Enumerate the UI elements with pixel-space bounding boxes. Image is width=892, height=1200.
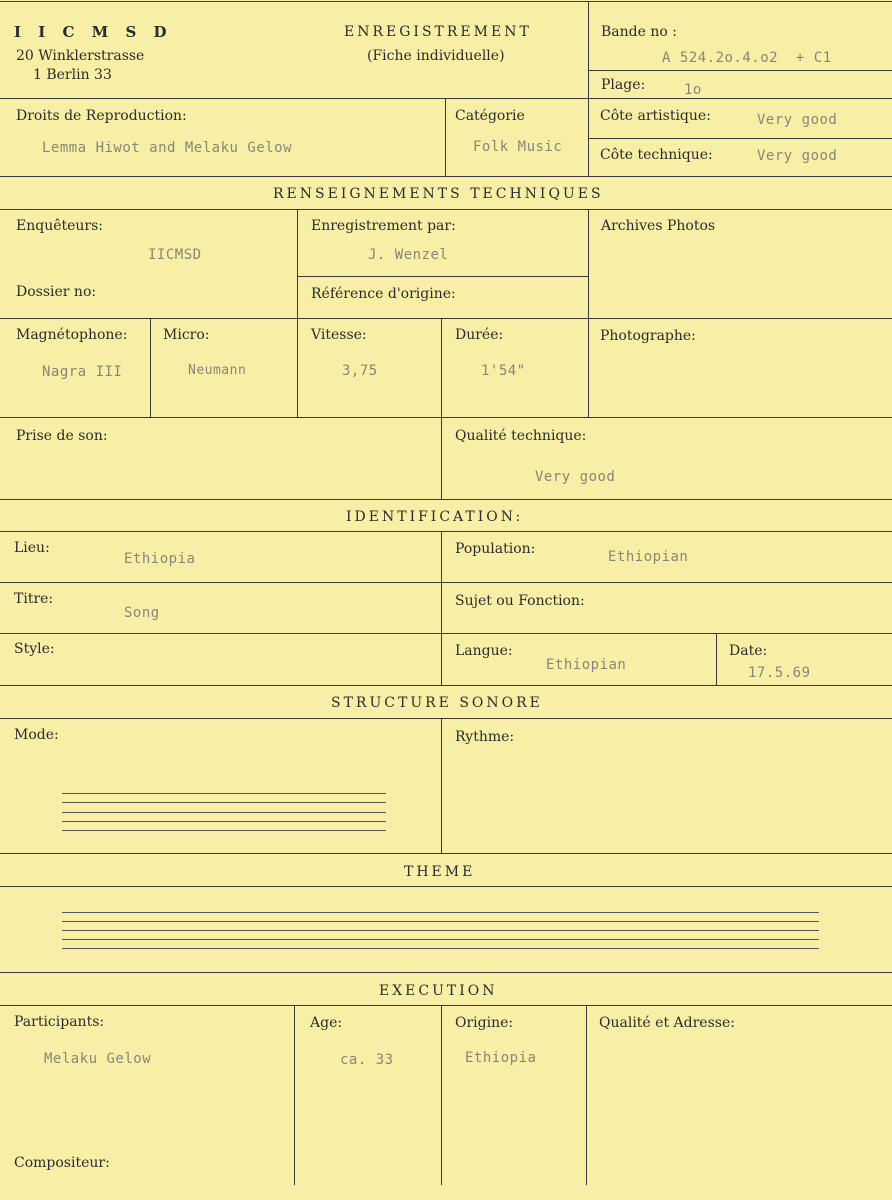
population-value: Ethiopian: [608, 549, 689, 565]
section-title-identification: IDENTIFICATION:: [346, 509, 524, 525]
enregistrement-par-label: Enregistrement par:: [311, 218, 456, 234]
rule: [0, 417, 892, 418]
rights-label: Droits de Reproduction:: [16, 108, 187, 124]
rule: [0, 886, 892, 887]
rule: [0, 209, 892, 210]
rule: [0, 499, 892, 500]
staff-line: [62, 812, 386, 813]
enqueteurs-label: Enquêteurs:: [16, 218, 104, 234]
rule: [0, 853, 892, 854]
langue-value: Ethiopian: [546, 657, 627, 673]
rule: [441, 318, 442, 499]
mode-label: Mode:: [14, 727, 59, 743]
qualite-adresse-label: Qualité et Adresse:: [599, 1015, 735, 1031]
duree-value: 1'54": [481, 363, 526, 379]
rule: [441, 531, 442, 685]
rule: [294, 1005, 295, 1185]
rule: [0, 685, 892, 686]
rule: [0, 633, 892, 634]
section-title-structure: STRUCTURE SONORE: [331, 695, 543, 711]
rule: [588, 209, 589, 417]
cote-artistique-label: Côte artistique:: [600, 108, 711, 124]
rule: [0, 98, 892, 99]
participants-label: Participants:: [14, 1014, 105, 1030]
vitesse-label: Vitesse:: [311, 327, 367, 343]
bande-value: A 524.2o.4.o2 + C1: [662, 50, 832, 66]
categorie-label: Catégorie: [455, 108, 525, 124]
archives-photos-label: Archives Photos: [601, 218, 716, 234]
enregistrement-par-value: J. Wenzel: [368, 247, 449, 263]
duree-label: Durée:: [455, 327, 504, 343]
magnetophone-label: Magnétophone:: [16, 327, 128, 343]
enqueteurs-value: IICMSD: [148, 247, 202, 263]
staff-line: [62, 912, 819, 913]
rule: [0, 718, 892, 719]
staff-line: [62, 821, 386, 822]
plage-label: Plage:: [601, 77, 646, 93]
bande-label: Bande no :: [601, 24, 677, 40]
rule: [445, 98, 446, 176]
compositeur-label: Compositeur:: [14, 1155, 110, 1171]
cote-technique-label: Côte technique:: [600, 147, 713, 163]
org-address-line1: 20 Winklerstrasse: [16, 48, 145, 64]
staff-line: [62, 830, 386, 831]
prise-de-son-label: Prise de son:: [16, 428, 108, 444]
rythme-label: Rythme:: [455, 729, 515, 745]
rule: [588, 1, 589, 176]
rule: [0, 176, 892, 177]
participants-value: Melaku Gelow: [44, 1051, 152, 1067]
lieu-label: Lieu:: [14, 540, 50, 556]
staff-line: [62, 802, 386, 803]
rule: [588, 70, 892, 71]
qualite-technique-label: Qualité technique:: [455, 428, 587, 444]
plage-value: 1o: [684, 82, 702, 98]
rule: [0, 318, 892, 319]
org-address-line2: 1 Berlin 33: [33, 67, 112, 83]
micro-value: Neumann: [188, 363, 247, 378]
rule: [0, 1005, 892, 1006]
rule: [297, 276, 588, 277]
age-value: ca. 33: [340, 1052, 394, 1068]
vitesse-value: 3,75: [342, 363, 378, 379]
categorie-value: Folk Music: [473, 139, 563, 155]
staff-line: [62, 921, 819, 922]
rule: [588, 138, 892, 139]
rule: [150, 318, 151, 417]
style-label: Style:: [14, 641, 55, 657]
section-title-technique: RENSEIGNEMENTS TECHNIQUES: [273, 186, 604, 202]
staff-line: [62, 930, 819, 931]
date-value: 17.5.69: [748, 665, 811, 681]
section-title-execution: EXECUTION: [379, 983, 498, 999]
rule: [297, 209, 298, 417]
org-logo: I I C M S D: [14, 23, 173, 41]
rule: [716, 633, 717, 685]
rights-value: Lemma Hiwot and Melaku Gelow: [42, 140, 293, 156]
staff-line: [62, 793, 386, 794]
titre-value: Song: [124, 605, 160, 621]
rule: [441, 1005, 442, 1185]
rule: [586, 1005, 587, 1185]
titre-label: Titre:: [14, 591, 54, 607]
lieu-value: Ethiopia: [124, 551, 196, 567]
section-title-theme: THEME: [404, 864, 476, 880]
magnetophone-value: Nagra III: [42, 364, 123, 380]
staff-line: [62, 948, 819, 949]
sujet-label: Sujet ou Fonction:: [455, 593, 585, 609]
photographe-label: Photographe:: [600, 328, 696, 344]
staff-line: [62, 939, 819, 940]
age-label: Age:: [310, 1015, 343, 1031]
origine-label: Origine:: [455, 1015, 514, 1031]
date-label: Date:: [729, 643, 768, 659]
rule: [0, 1, 892, 2]
cote-artistique-value: Very good: [757, 112, 838, 128]
rule: [0, 582, 892, 583]
population-label: Population:: [455, 541, 536, 557]
dossier-label: Dossier no:: [16, 284, 97, 300]
form-title: ENREGISTREMENT: [344, 24, 532, 40]
rule: [0, 972, 892, 973]
langue-label: Langue:: [455, 643, 513, 659]
rule: [441, 718, 442, 853]
qualite-technique-value: Very good: [535, 469, 616, 485]
rule: [0, 531, 892, 532]
form-subtitle: (Fiche individuelle): [367, 48, 505, 64]
reference-label: Référence d'origine:: [311, 286, 456, 302]
cote-technique-value: Very good: [757, 148, 838, 164]
origine-value: Ethiopia: [465, 1050, 537, 1066]
micro-label: Micro:: [163, 327, 210, 343]
